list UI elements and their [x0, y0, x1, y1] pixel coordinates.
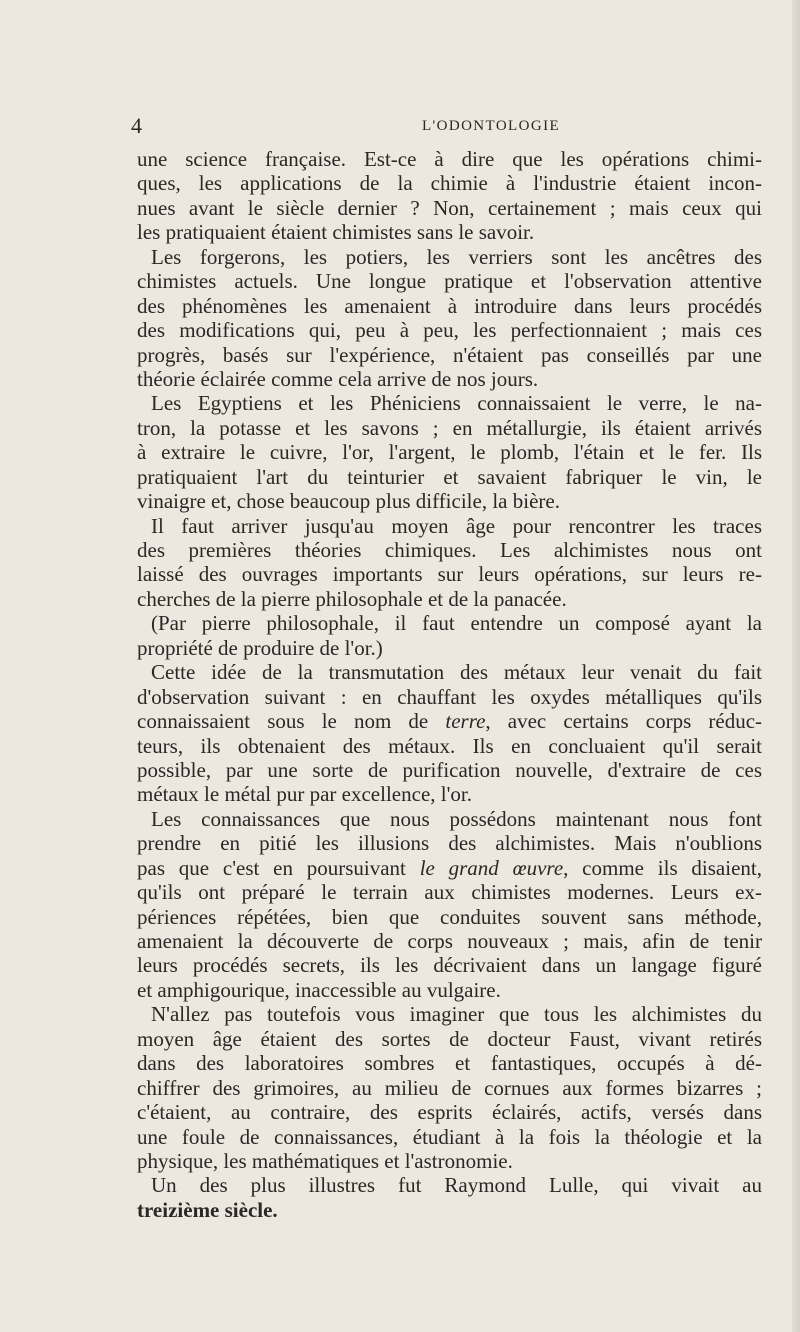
text-line: progrès, basés sur l'expérience, n'étaient pas conseillés par une	[137, 342, 762, 367]
text-line-with-italic	[137, 709, 762, 733]
text-line: amenaient la découverte de corps nouveaux ; mais, afin de tenir	[137, 929, 762, 953]
text-line: des modifications qui, peu à peu, les perfectionnaient ; mais ces	[137, 318, 762, 343]
text-span: pas que c'est en poursuivant	[137, 855, 420, 880]
text-line: des premières théories chimiques. Les alchimistes nous ont	[137, 538, 762, 562]
text-line: Les connaissances que nous possédons maintenant nous font	[151, 806, 762, 831]
text-line: physique, les mathématiques et l'astronomie.	[137, 1148, 513, 1173]
text-line: théorie éclairée comme cela arrive de nos jours.	[137, 366, 539, 391]
text-line: Un des plus illustres fut Raymond Lulle, qui vivait au	[151, 1173, 762, 1198]
text-line: moyen âge étaient des sortes de docteur Faust, vivant retirés	[137, 1026, 762, 1051]
text-line: Les Egyptiens et les Phéniciens connaissaient le verre, le na-	[151, 391, 762, 416]
text-line-with-italic	[137, 856, 762, 880]
italic-term-terre: terre	[445, 709, 486, 734]
text-line: laissé des ouvrages importants sur leurs opérations, sur leurs re-	[137, 562, 762, 587]
text-line: à extraire le cuivre, l'or, l'argent, le plomb, l'étain et le fer. Ils	[137, 440, 762, 465]
text-line: Il faut arriver jusqu'au moyen âge pour rencontrer les traces	[151, 513, 762, 538]
text-span: , avec certains corps réduc-	[485, 709, 763, 734]
text-line: et amphigourique, inaccessible au vulgaire.	[137, 977, 501, 1002]
text-line: ques, les applications de la chimie à l'industrie étaient incon-	[137, 171, 762, 196]
text-line: leurs procédés secrets, ils les décrivaient dans un langage figuré	[137, 953, 762, 978]
text-span: connaissaient sous le nom de	[137, 709, 446, 734]
text-line: pratiquaient l'art du teinturier et savaient fabriquer le vin, le	[137, 464, 762, 489]
running-title: L'ODONTOLOGIE	[421, 118, 561, 134]
text-line: les pratiquaient étaient chimistes sans le savoir.	[137, 220, 535, 245]
text-line: chiffrer des grimoires, au milieu de cornues aux formes bizarres ;	[137, 1075, 762, 1100]
text-line: nues avant le siècle dernier ? Non, certainement ; mais ceux qui	[137, 195, 762, 220]
text-line: tron, la potasse et les savons ; en métallurgie, ils étaient arrivés	[137, 415, 762, 440]
text-line: teurs, ils obtenaient des métaux. Ils en concluaient qu'il serait	[137, 733, 762, 758]
text-line: prendre en pitié les illusions des alchimistes. Mais n'oublions	[137, 831, 762, 856]
text-line: N'allez pas toutefois vous imaginer que tous les alchimistes du	[151, 1002, 762, 1027]
text-line: des phénomènes les amenaient à introduire dans leurs procédés	[137, 293, 762, 318]
italic-term-grand-oeuvre: le grand œuvre	[419, 855, 564, 880]
text-span: , comme ils disaient,	[563, 855, 762, 880]
running-head	[131, 113, 771, 139]
text-line: métaux le métal pur par excellence, l'or.	[137, 782, 472, 807]
text-line: possible, par une sorte de purification nouvelle, d'extraire de ces	[137, 757, 762, 782]
text-line: c'étaient, au contraire, des esprits éclairés, actifs, versés dans	[137, 1100, 762, 1125]
page-number: 4	[131, 113, 142, 138]
text-line: propriété de produire de l'or.)	[137, 635, 383, 660]
text-line: cherches de la pierre philosophale et de la panacée.	[137, 586, 567, 611]
page-edge	[792, 0, 800, 1332]
text-line: chimistes actuels. Une longue pratique et l'observation attentive	[137, 269, 762, 294]
body-text	[137, 147, 762, 1222]
text-line: Les forgerons, les potiers, les verriers sont les ancêtres des	[151, 244, 762, 269]
text-line: vinaigre et, chose beaucoup plus difficile, la bière.	[137, 489, 560, 514]
text-line: une foule de connaissances, étudiant à la fois la théologie et la	[137, 1124, 762, 1149]
text-line: qu'ils ont préparé le terrain aux chimistes modernes. Leurs ex-	[137, 880, 762, 905]
text-line: une science française. Est-ce à dire que les opérations chimi-	[137, 147, 762, 171]
text-line: treizième siècle.	[137, 1197, 278, 1222]
text-line: dans des laboratoires sombres et fantastiques, occupés à dé-	[137, 1051, 762, 1076]
text-line: d'observation suivant : en chauffant les oxydes métalliques qu'ils	[137, 684, 762, 709]
text-line: périences répétées, bien que conduites souvent sans méthode,	[137, 904, 762, 929]
text-line: Cette idée de la transmutation des métaux leur venait du fait	[151, 660, 762, 685]
text-line: (Par pierre philosophale, il faut entendre un composé ayant la	[151, 611, 762, 636]
